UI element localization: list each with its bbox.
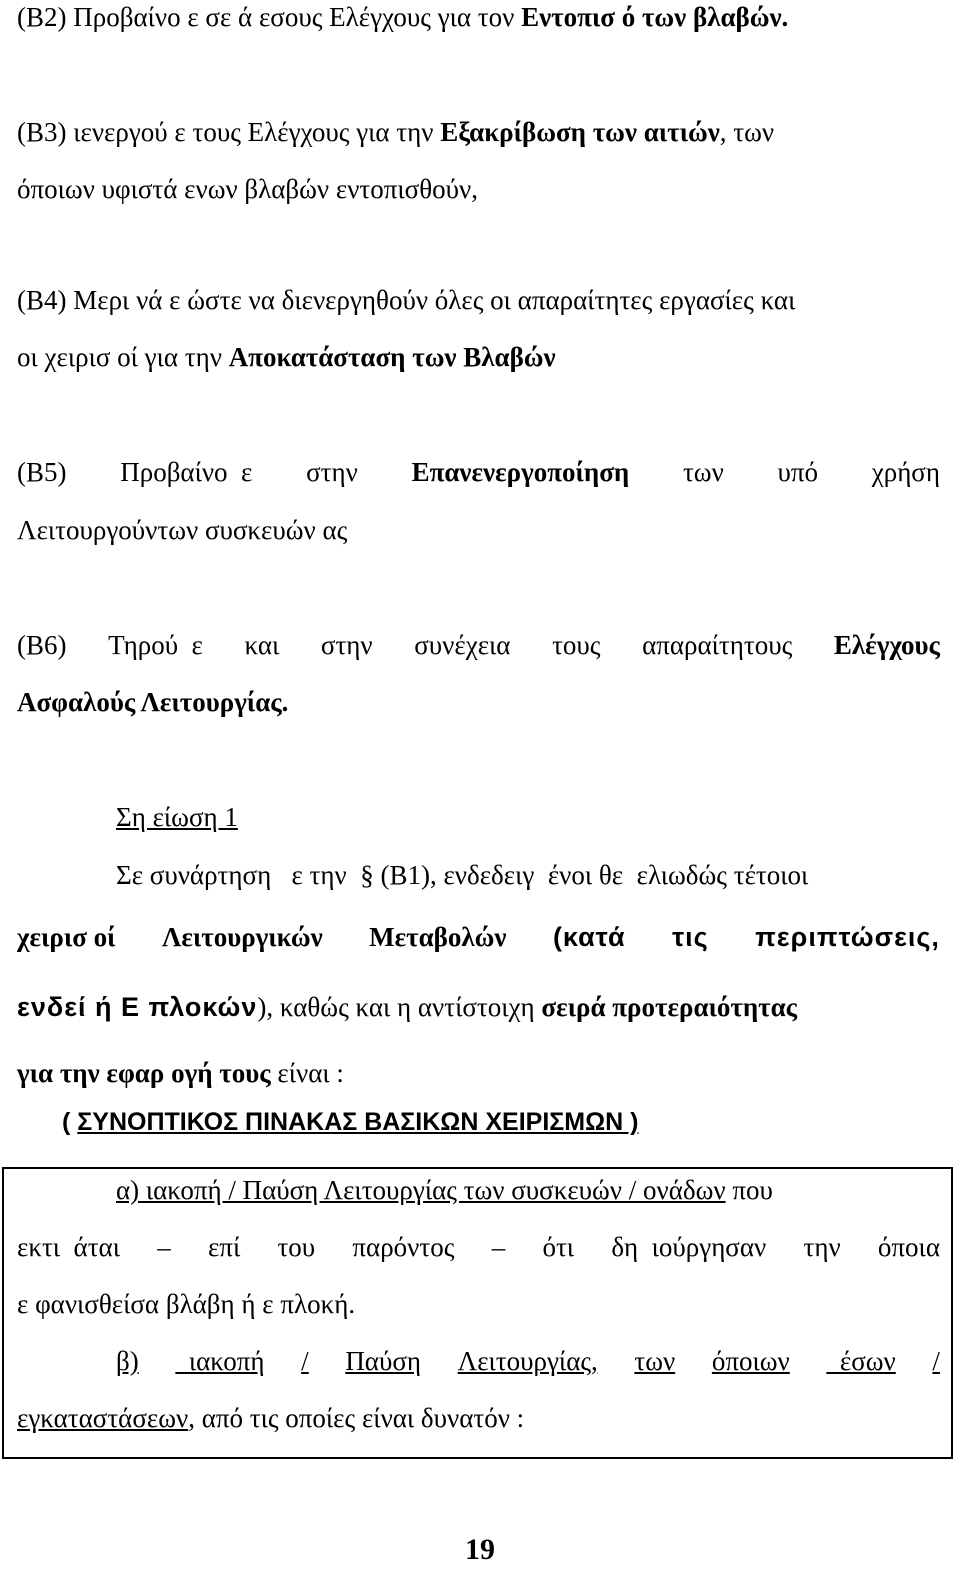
box-word: δη ιούργησαν [611,1232,767,1262]
paragraph-b2 [17,0,940,34]
b6-word: απαραίτητους [642,630,793,660]
paragraph-b3-line1 [17,115,940,149]
box-word: εκτι άται [17,1232,120,1262]
note-sans-word: (κατά [552,922,626,952]
box-word: έσων [826,1346,896,1376]
b4-line2-text: οι χειρισ οί για την [17,342,229,372]
b5-word: των [682,457,724,487]
box-word: / [932,1346,940,1376]
box-item-b-underlined: εγκαταστάσεων [17,1403,189,1433]
note-sans-word: τις [672,922,709,952]
box-word: – [157,1232,171,1262]
note-line1 [116,858,940,892]
note-sans-word: περιπτώσεις, [755,922,940,952]
box-item-a-end: που [725,1175,773,1205]
box-word: όποια [877,1232,940,1262]
box-word: όποιων [711,1346,790,1376]
box-item-b-line2 [17,1401,940,1435]
box-word: ότι [542,1232,575,1262]
b6-word: τους [552,630,601,660]
box-item-a-line2 [17,1230,940,1264]
note-line4 [17,1056,940,1090]
note-bold-word: χειρισ οί [17,922,116,952]
box-word: επί [207,1232,241,1262]
note-line2 [17,920,940,954]
b6-word: Τηρού ε [108,630,203,660]
b6-word: στην [320,630,373,660]
box-item-a-line3 [17,1287,940,1321]
paragraph-b5-line2 [17,513,940,547]
note-line3-text: ), καθώς και η αντίστοιχη [257,992,542,1022]
note-bold-word: Μεταβολών [369,922,507,952]
b3-suffix: , των [719,117,775,147]
box-word: των [634,1346,676,1376]
b5-word: (Β5) [17,457,67,487]
box-word: β) [116,1346,139,1376]
b5-word: Προβαίνο ε [120,457,253,487]
note-title [116,800,940,834]
b6-bold: Ελέγχους [833,630,940,660]
paragraph-b6-line2 [17,685,940,719]
box-word: / [301,1346,309,1376]
b3-text: (Β3) ιενεργού ε τους Ελέγχους για την [17,117,441,147]
b5-word: χρήση [871,457,940,487]
note-line4-bold: για την εφαρ ογή τους [17,1058,271,1088]
box-item-b-line1 [116,1344,940,1378]
note-sans-bold: ενδεί ή Ε πλοκών [17,992,258,1022]
paragraph-b6-line1 [17,628,940,662]
b6-word: (Β6) [17,630,67,660]
b5-line2-text: Λειτουργούντων συσκευών ας [17,515,348,545]
b3-line2-text: όποιων υφιστά ενων βλαβών εντοπισθούν, [17,174,478,204]
box-item-b-text: , από τις οποίες είναι δυνατόν : [188,1403,525,1433]
box-word: Λειτουργίας, [457,1346,598,1376]
paragraph-b3-line2 [17,172,940,206]
box-word: – [491,1232,506,1262]
paragraph-b4-line1 [17,283,940,317]
table-heading-text: ΣΥΝΟΠΤΙΚΟΣ ΠΙΝΑΚΑΣ ΒΑΣΙΚΩΝ ΧΕΙΡΙΣΜΩΝ ) [77,1108,639,1136]
box-word: του [277,1232,316,1262]
b6-word: συνέχεια [414,630,511,660]
note-line4-text: είναι : [270,1058,344,1088]
b3-bold: Εξακρίβωση των αιτιών [440,117,720,147]
box-word: παρόντος [352,1232,455,1262]
box-item-a-label: α) [116,1175,140,1205]
note-bold-phrase: σειρά προτεραιότητας [541,992,798,1022]
box-item-a-line3-text: ε φανισθείσα βλάβη ή ε πλοκή. [17,1289,356,1319]
box-word: Παύση [345,1346,421,1376]
b5-word: στην [306,457,358,487]
table-heading-paren: ( [62,1108,78,1136]
box-item-a-line1 [116,1173,940,1207]
page-number: 19 [465,1533,495,1566]
b2-text: (Β2) Προβαίνο ε σε ά εσους Ελέγχους για τον [17,2,522,32]
paragraph-b5-line1 [17,455,940,489]
b4-bold: Αποκατάσταση των Βλαβών [228,342,556,372]
note-line1-text: Σε συνάρτηση ε την § (Β1), ενδεδειγ ένοι θε ελιωδώς τέτοιοι [116,860,809,890]
note-line3 [17,990,940,1024]
b6-line2-bold: Ασφαλούς Λειτουργίας. [17,687,289,717]
note-title-text: Ση είωση 1 [116,802,238,832]
table-heading [62,1108,638,1137]
b2-bold: Εντοπισ ό των βλαβών. [521,2,789,32]
box-word: την [803,1232,841,1262]
box-word: ιακοπή [175,1346,265,1376]
b6-word: και [244,630,280,660]
box-item-a-text: ιακοπή / Παύση Λειτουργίας των συσκευών / ονάδων [139,1175,726,1205]
b5-bold: Επανενεργοποίηση [411,457,630,487]
note-bold-word: Λειτουργικών [161,922,323,952]
b4-text: (Β4) Μερι νά ε ώστε να διενεργηθούν όλες οι απαραίτητες εργασίες και [17,285,796,315]
b5-word: υπό [777,457,819,487]
paragraph-b4-line2 [17,340,940,374]
